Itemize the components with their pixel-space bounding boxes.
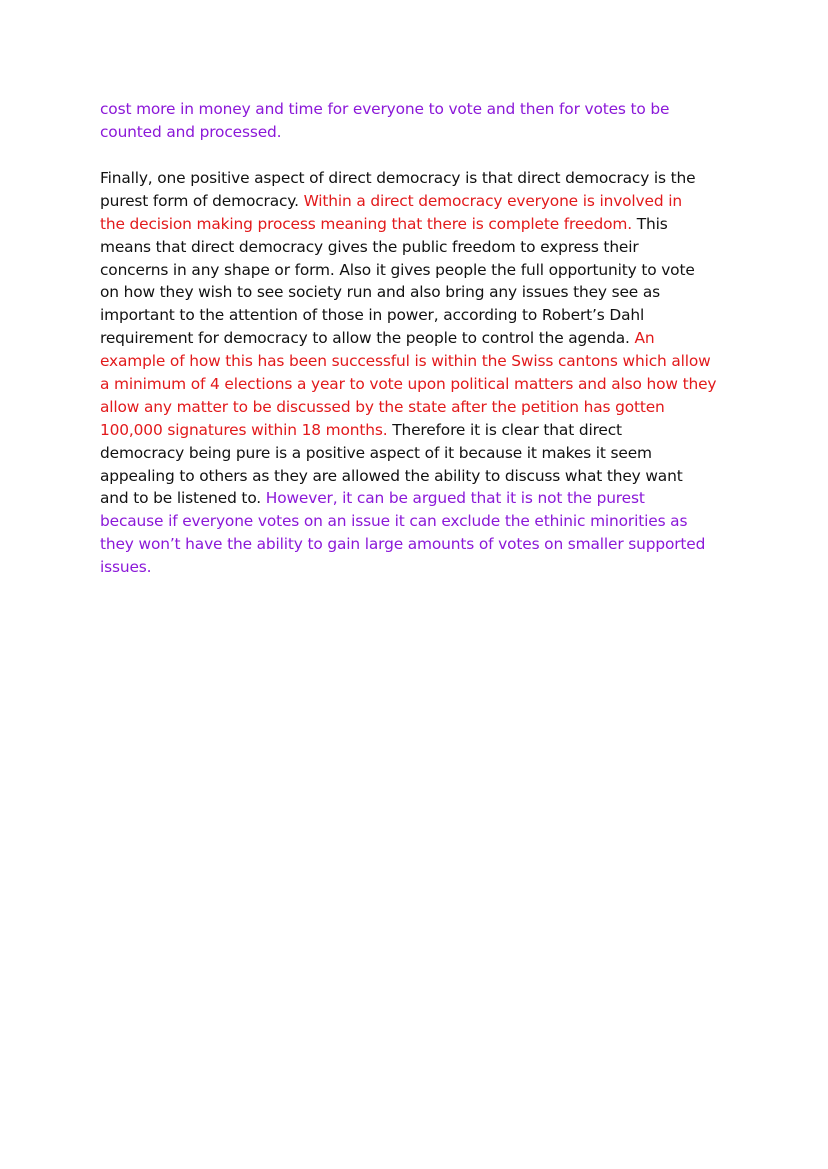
point-text: Therefore it is clear that direct — [387, 420, 622, 439]
text-line — [100, 190, 740, 213]
point-text: concerns in any shape or form. Also it gives people the full opportunity to vote — [100, 260, 695, 279]
text-line — [100, 304, 740, 327]
text-line — [100, 281, 740, 304]
paragraph-continuation — [100, 98, 740, 144]
counterargument-text: However, it can be argued that it is not the purest — [265, 489, 645, 508]
evidence-text: a minimum of 4 elections a year to vote upon political matters and also how they — [100, 375, 717, 394]
point-text: and to be listened to. — [100, 489, 266, 508]
text-line — [100, 259, 740, 282]
point-text: means that direct democracy gives the public freedom to express their — [100, 237, 639, 256]
point-text: appealing to others as they are allowed the ability to discuss what they want — [100, 466, 683, 485]
counterargument-text: because if everyone votes on an issue it can exclude the ethinic minorities as — [100, 512, 688, 531]
point-text: democracy being pure is a positive aspect of it because it makes it seem — [100, 443, 652, 462]
point-text: Finally, one positive aspect of direct democracy is that direct democracy is the — [100, 169, 696, 187]
point-text: on how they wish to see society run and also bring any issues they see as — [100, 283, 661, 302]
text-line — [100, 236, 740, 259]
point-text: requirement for democracy to allow the people to control the agenda. — [100, 329, 635, 348]
evidence-text: allow any matter to be discussed by the state after the petition has gotten — [100, 397, 665, 416]
text-line — [100, 396, 740, 419]
paragraph-direct-democracy-purest — [100, 167, 740, 579]
evidence-text: the decision making process meaning that there is complete freedom. — [100, 214, 632, 233]
text-line — [100, 373, 740, 396]
text-line — [100, 465, 740, 488]
point-text: purest form of democracy. — [100, 191, 304, 210]
text-line — [100, 533, 740, 556]
text-line — [100, 213, 740, 236]
evidence-text: An — [634, 329, 655, 348]
counterargument-text: counted and processed. — [100, 122, 282, 141]
text-line — [100, 556, 740, 579]
text-line — [100, 121, 740, 144]
counterargument-text: issues. — [100, 558, 152, 577]
point-text: important to the attention of those in power, according to Robert’s Dahl — [100, 306, 645, 325]
text-line — [100, 442, 740, 465]
text-line — [100, 419, 740, 442]
text-line — [100, 167, 740, 190]
evidence-text: Within a direct democracy everyone is involved in — [303, 191, 682, 210]
text-line — [100, 487, 740, 510]
text-line — [100, 510, 740, 533]
text-line — [100, 327, 740, 350]
evidence-text: example of how this has been successful is within the Swiss cantons which allow — [100, 352, 711, 371]
text-line — [100, 350, 740, 373]
counterargument-text: they won’t have the ability to gain large amounts of votes on smaller supported — [100, 535, 706, 554]
evidence-text: 100,000 signatures within 18 months. — [100, 420, 388, 439]
counterargument-text: cost more in money and time for everyone to vote and then for votes to be — [100, 100, 670, 118]
point-text: This — [631, 214, 668, 233]
text-line — [100, 98, 740, 121]
